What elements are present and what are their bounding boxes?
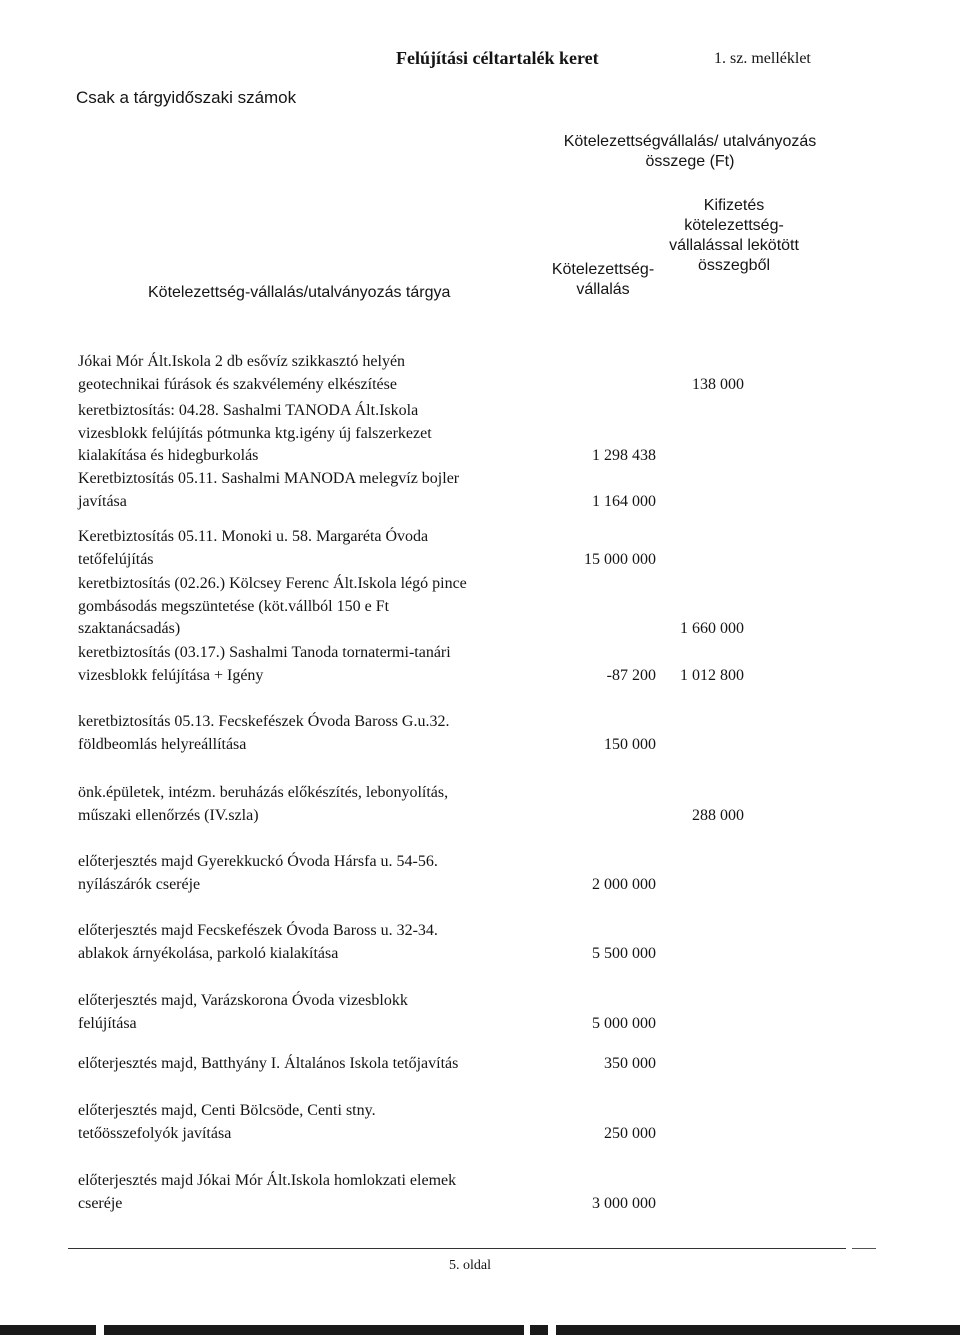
row-commitment: 350 000 — [604, 1055, 656, 1072]
amount-group-header: Kötelezettségvállalás/ utalványozás összege (Ft) — [563, 133, 817, 170]
row-description: előterjesztés majd, Varázskorona Óvoda vizesblokk felújítása — [78, 992, 408, 1032]
payment-column-header: Kifizetés kötelezettség- vállalással lekötött összegből — [669, 197, 799, 274]
row-description: keretbiztosítás (02.26.) Kölcsey Ferenc Ált.Iskola légó pince gombásodás megszüntetése (köt.vállból 150 e Ft szaktanácsadás) — [78, 575, 467, 637]
row-description: előterjesztés majd, Centi Bölcsöde, Centi stny. tetőösszefolyók javítása — [78, 1102, 376, 1142]
page-number: 5. oldal — [449, 1258, 491, 1273]
row-commitment: 250 000 — [604, 1124, 656, 1142]
document-subtitle: Csak a tárgyidőszaki számok — [76, 88, 297, 107]
row-commitment: 150 000 — [604, 735, 656, 753]
row-commitment: 5 000 000 — [592, 1014, 656, 1032]
row-commitment: 3 000 000 — [592, 1194, 656, 1212]
row-commitment: 5 500 000 — [592, 944, 656, 962]
row-description: keretbiztosítás 05.13. Fecskefészek Óvoda Baross G.u.32. földbeomlás helyreállítása — [78, 713, 450, 753]
row-description: előterjesztés majd Fecskefészek Óvoda Baross u. 32-34. ablakok árnyékolása, parkoló kialakítása — [78, 922, 438, 962]
row-description: előterjesztés majd, Batthyány I. Általános Iskola tetőjavítás — [78, 1055, 459, 1072]
row-description: önk.épületek, intézm. beruházás előkészítés, lebonyolítás, műszaki ellenőrzés (IV.szla) — [78, 784, 449, 824]
row-payment: 1 660 000 — [680, 620, 744, 637]
row-payment: 288 000 — [692, 806, 744, 824]
row-description: keretbiztosítás: 04.28. Sashalmi TANODA Ált.Iskola vizesblokk felújítás pótmunka ktg.igény új falszerkezet kialakítása és hidegburkolás — [78, 402, 432, 464]
row-commitment: 15 000 000 — [584, 550, 656, 568]
row-description: keretbiztosítás (03.17.) Sashalmi Tanoda tornatermi-tanári vizesblokk felújítása + Igény — [78, 644, 451, 684]
row-description: előterjesztés majd Jókai Mór Ált.Iskola homlokzati elemek cseréje — [78, 1172, 457, 1212]
row-description: Keretbiztosítás 05.11. Sashalmi MANODA melegvíz bojler javítása — [78, 470, 460, 510]
commitment-column-header: Kötelezettség- vállalás — [551, 261, 655, 298]
footer-divider — [68, 1248, 846, 1249]
row-description: előterjesztés majd Gyerekkuckó Óvoda Hársfa u. 54-56. nyílászárók cseréje — [78, 853, 438, 893]
row-description: Keretbiztosítás 05.11. Monoki u. 58. Margaréta Óvoda tetőfelújítás — [78, 528, 429, 568]
row-payment: 138 000 — [692, 375, 744, 393]
row-commitment: 2 000 000 — [592, 875, 656, 893]
row-commitment: -87 200 — [606, 666, 656, 684]
annex-label: 1. sz. melléklet — [714, 50, 811, 67]
row-payment: 1 012 800 — [680, 666, 744, 684]
scan-edge-artifact — [0, 1318, 960, 1344]
row-commitment: 1 164 000 — [592, 492, 656, 510]
row-commitment: 1 298 438 — [592, 447, 656, 464]
document-title: Felújítási céltartalék keret — [396, 48, 599, 68]
row-description: Jókai Mór Ált.Iskola 2 db esővíz szikkasztó helyén geotechnikai fúrások és szakvélemény elkészítése — [78, 353, 406, 393]
subject-column-header: Kötelezettség-vállalás/utalványozás tárgya — [148, 284, 451, 301]
footer-divider-dash — [852, 1248, 876, 1249]
